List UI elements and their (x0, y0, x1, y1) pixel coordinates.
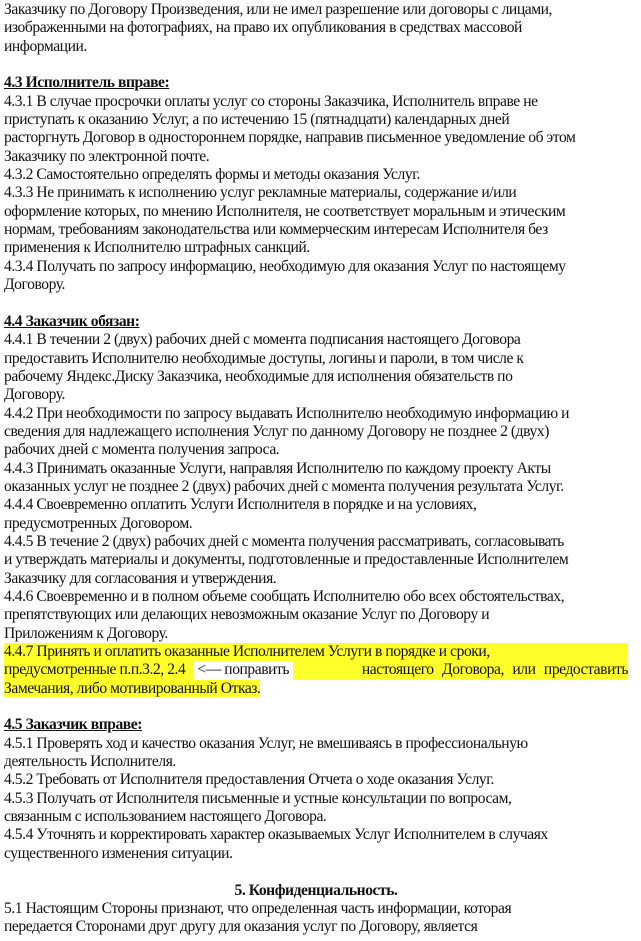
section-5-title: 5. Конфиденциальность. (234, 881, 398, 899)
line: 4.5.4 Уточнять и корректировать характер оказываемых Услуг Исполнителем в случаях (4, 826, 548, 844)
heading-4-5: 4.5 Заказчик вправе: (4, 716, 142, 734)
line: Заказчику для согласования и утверждения. (4, 569, 277, 587)
clause-5-1 (4, 900, 628, 937)
line: рабочему Яндекс.Диску Заказчика, необходимые для исполнения обязательств по (4, 367, 513, 385)
line: 4.4.4 Своевременно оплатить Услуги Исполнителя в порядке и на условиях, (4, 496, 477, 514)
line: оказанных услуг не позднее 2 (двух) рабочих дней с момента получения результата Услуг. (4, 477, 564, 495)
line: нормам, требованиям законодательства или коммерческим интересам Исполнителя без (4, 221, 548, 239)
highlighted-text: предусмотренные п.п.3.2, 2.4 (4, 661, 186, 679)
line: изображенными на фотографиях, на право их опубликования в средствах массовой (4, 19, 522, 37)
editor-note: <— поправить (193, 661, 293, 679)
line: препятствующих или делающих невозможным оказание Услуг по Договору и (4, 606, 490, 624)
line: 4.4.6 Своевременно и в полном объеме сообщать Исполнителю обо всех обстоятельствах, (4, 588, 565, 605)
line: и утверждать материалы и документы, подготовленные и предоставленные Исполнителем (4, 551, 569, 569)
highlighted-line-with-note (4, 661, 628, 679)
line: существенного изменения ситуации. (4, 844, 233, 862)
line: рабочих дней с момента получения запроса. (4, 441, 280, 459)
clause-4-5-3 (4, 790, 628, 827)
highlighted-text: Замечания, либо мотивированный Отказ. (4, 679, 261, 697)
clause-4-4-7-highlighted (4, 643, 628, 698)
contract-page (4, 1, 628, 937)
clause-4-4-2 (4, 405, 628, 460)
clause-4-4-4 (4, 496, 628, 533)
line: сведения для надлежащего исполнения Услуг по данному Договору не позднее 2 (двух) (4, 422, 549, 440)
clause-4-3-2 (4, 166, 628, 184)
heading-4-4: 4.4 Заказчик обязан: (4, 312, 140, 330)
clause-4-4-5 (4, 533, 628, 588)
line: информации. (4, 37, 87, 55)
heading-4-3: 4.3 Исполнитель вправе: (4, 74, 170, 92)
line: 4.3.4 Получать по запросу информацию, необходимую для оказания Услуг по настоящему (4, 257, 566, 275)
line: 4.5.2 Требовать от Исполнителя предоставления Отчета о ходе оказания Услуг. (4, 771, 494, 789)
line: 4.3.3 Не принимать к исполнению услуг рекламные материалы, содержание и/или (4, 184, 517, 202)
line: Заказчику по Договору Произведения, или не имел разрешение или договоры с лицами, (4, 1, 552, 18)
line: 4.4.5 В течение 2 (двух) рабочих дней с момента получения рассматривать, согласовывать (4, 532, 564, 550)
line: Заказчику по электронной почте. (4, 147, 210, 165)
clause-4-5-1 (4, 735, 628, 772)
clause-4-5-4 (4, 826, 628, 863)
clause-4-4-3 (4, 460, 628, 497)
clause-4-3-4 (4, 258, 628, 295)
line: 4.4.3 Принимать оказанные Услуги, направляя Исполнителю по каждому проекту Акты (4, 459, 551, 477)
highlighted-text: настоящего Договора, или предоставить (361, 661, 628, 679)
line: деятельность Исполнителя. (4, 753, 176, 771)
line: 4.5.3 Получать от Исполнителя письменные и устные консультации по вопросам, (4, 789, 512, 807)
line: 4.3.1 В случае просрочки оплаты услуг со стороны Заказчика, Исполнитель вправе не (4, 92, 538, 110)
line (4, 680, 628, 698)
paragraph-intro (4, 1, 628, 56)
line: 4.3.2 Самостоятельно определять формы и методы оказания Услуг. (4, 166, 420, 184)
line: связанным с использованием настоящего Договора. (4, 808, 327, 826)
line: предусмотренных Договором. (4, 514, 193, 532)
line: 5.1 Настоящим Стороны признают, что определенная часть информации, которая (4, 899, 512, 917)
line: Договору. (4, 386, 65, 404)
clause-4-5-2 (4, 771, 628, 789)
clause-4-3-1 (4, 93, 628, 166)
line: Договору. (4, 276, 65, 294)
highlighted-line: 4.4.7 Принять и оплатить оказанные Исполнителем Услуги в порядке и сроки, (4, 643, 628, 661)
line: расторгнуть Договор в одностороннем порядке, направив письменное уведомление об этом (4, 129, 576, 147)
clause-4-4-1 (4, 331, 628, 404)
line: 4.4.1 В течении 2 (двух) рабочих дней с момента подписания настоящего Договора (4, 331, 521, 349)
clause-4-3-3 (4, 184, 628, 257)
clause-4-4-6 (4, 588, 628, 643)
line: 4.4.2 При необходимости по запросу выдавать Исполнителю необходимую информацию и (4, 404, 570, 422)
line: оформление которых, по мнению Исполнителя, не соответствует моральным и этическим (4, 202, 566, 220)
line: Приложениям к Договору. (4, 624, 168, 642)
line: передается Сторонами друг другу для оказания услуг по Договору, является (4, 918, 478, 936)
line: приступать к оказанию Услуг, а по истечению 15 (пятнадцати) календарных дней (4, 111, 510, 129)
line: 4.5.1 Проверять ход и качество оказания Услуг, не вмешиваясь в профессиональную (4, 734, 528, 752)
line: применения к Исполнителю штрафных санкций. (4, 239, 310, 257)
line: предоставить Исполнителю необходимые доступы, логины и пароли, в том числе к (4, 349, 524, 367)
